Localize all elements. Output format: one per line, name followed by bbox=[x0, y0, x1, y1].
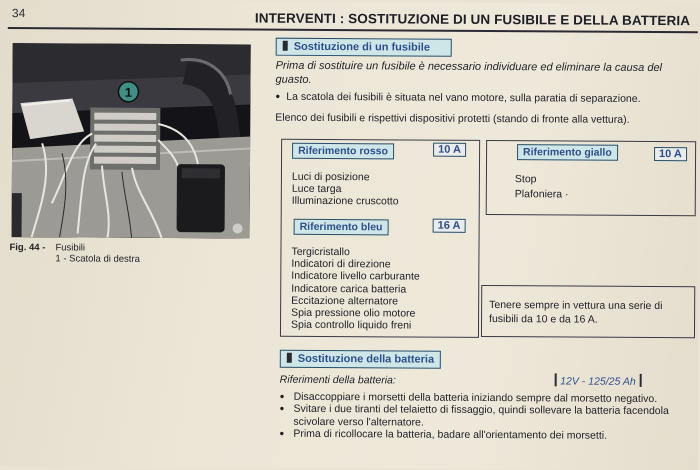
battery-section-heading bbox=[280, 350, 441, 369]
yellow-fuse-list bbox=[515, 172, 569, 202]
red-reference-label: Riferimento rosso bbox=[292, 143, 394, 160]
list-item: Spia controllo liquido freni bbox=[290, 319, 412, 332]
list-item: Tergicristallo bbox=[291, 245, 350, 259]
red-fuse-list bbox=[292, 171, 399, 208]
list-item: ● Disaccoppiare i morsetti della batteria iniziando sempre dal morsetto negativo. bbox=[280, 391, 694, 406]
fuse-intro: Prima di sostituire un fusibile è necessario individuare ed eliminare la causa del guasto. bbox=[275, 59, 663, 86]
page-number: 34 bbox=[11, 6, 26, 21]
list-item: ● Svitare i due tiranti del telaietto di fissaggio, quindi sollevare la batteria facendola scivolare verso l'alternatore. bbox=[279, 403, 693, 430]
engine-bay-illustration bbox=[12, 43, 251, 238]
figure-item: 1 - Scatola di destra bbox=[55, 253, 140, 265]
list-item: Luci di posizione bbox=[291, 170, 370, 184]
battery-section-heading-text: Sostituzione della batteria bbox=[297, 352, 435, 366]
list-item: Indicatori di direzione bbox=[291, 257, 391, 271]
fuse-section-heading-text: Sostituzione di un fusibile bbox=[293, 40, 431, 54]
spare-fuse-note: Tenere sempre in vettura una serie di fusibili da 10 e da 16 A. bbox=[489, 298, 663, 326]
heading-marker bbox=[287, 353, 292, 363]
fuse-list-intro: Elenco dei fusibili e rispettivi dispositivi protetti (stando di fronte alla vettura). bbox=[275, 111, 630, 126]
header-rule bbox=[8, 27, 698, 33]
fuse-box-photo bbox=[12, 43, 251, 238]
list-item: Indicatore livello carburante bbox=[291, 270, 420, 283]
fuse-box-location: ● La scatola dei fusibili è situata nel vano motore, sulla paratia di separazione. bbox=[275, 90, 640, 106]
list-item: Eccitazione alternatore bbox=[291, 294, 399, 308]
fuse-section-heading bbox=[276, 38, 452, 57]
blue-fuse-list bbox=[291, 246, 420, 332]
list-item: ● Prima di ricollocare la batteria, badare all'orientamento dei morsetti. bbox=[279, 428, 693, 443]
running-title: INTERVENTI : SOSTITUZIONE DI UN FUSIBILE E DELLA BATTERIA bbox=[254, 10, 691, 29]
callout-number: 1 bbox=[124, 84, 133, 100]
list-item: Spia pressione olio motore bbox=[291, 306, 416, 320]
battery-spec: 12V - 125/25 Ah bbox=[551, 373, 646, 388]
yellow-amperage: 10 A bbox=[654, 147, 687, 161]
red-amperage: 10 A bbox=[433, 143, 466, 157]
figure-caption bbox=[9, 242, 140, 265]
list-item: Indicatore carica batteria bbox=[291, 282, 407, 296]
blue-reference-label: Riferimento bleu bbox=[294, 219, 389, 236]
figure-number: Fig. 44 - bbox=[9, 242, 46, 254]
heading-marker bbox=[283, 41, 288, 51]
battery-refs-label: Riferimenti della batteria: bbox=[279, 373, 396, 387]
battery-steps bbox=[279, 391, 693, 443]
yellow-reference-label: Riferimento giallo bbox=[517, 144, 618, 161]
list-item: Illuminazione cruscotto bbox=[291, 195, 399, 208]
list-item: Luce targa bbox=[291, 182, 342, 196]
list-item: Stop bbox=[514, 173, 537, 186]
blue-amperage: 16 A bbox=[433, 219, 466, 233]
list-item: Plafoniera · bbox=[514, 188, 569, 201]
figure-title: Fusibili bbox=[55, 242, 86, 254]
